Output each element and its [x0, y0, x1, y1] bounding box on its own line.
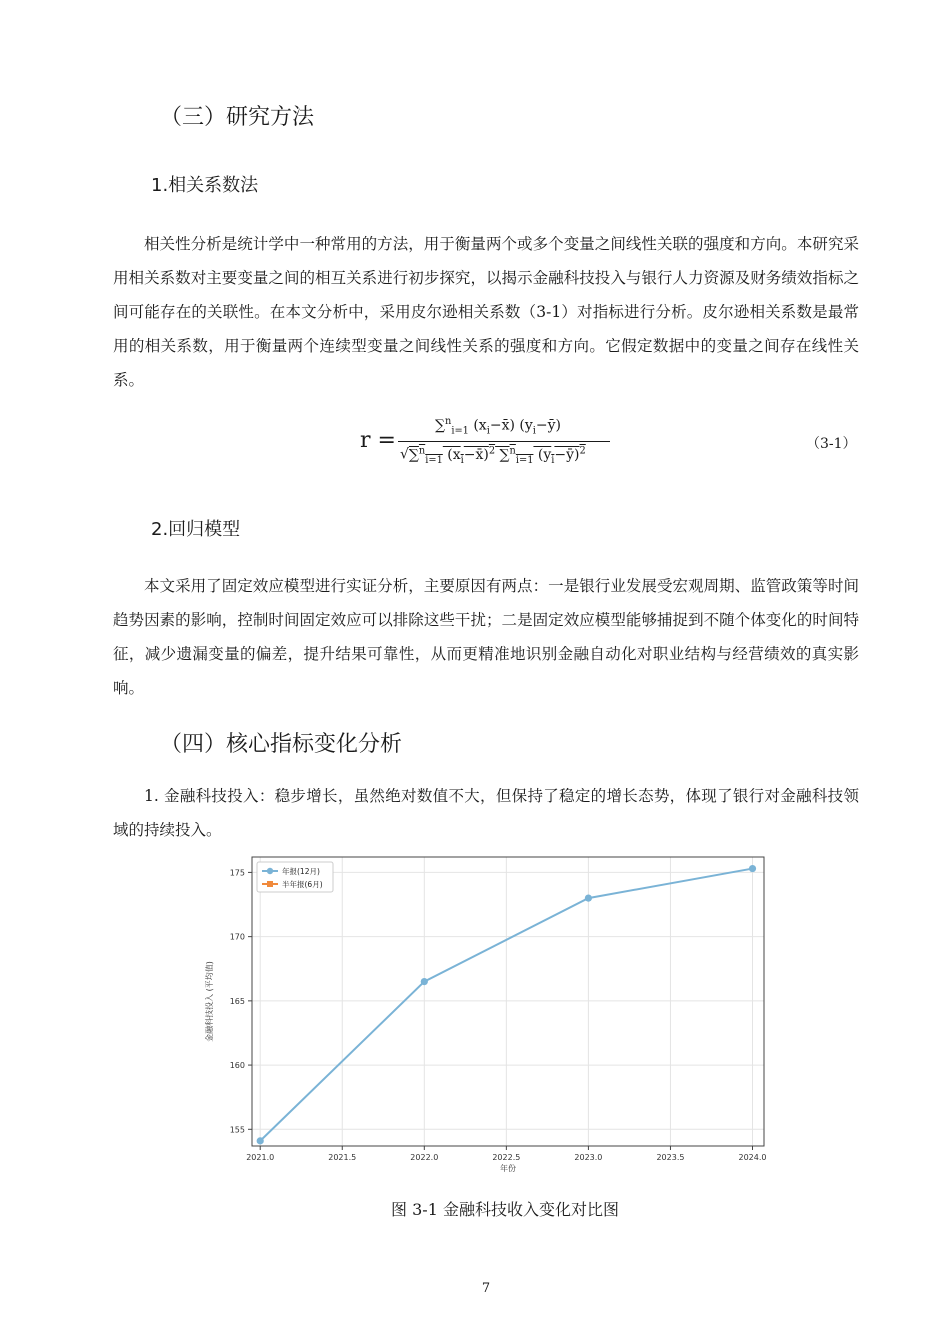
formula-denominator: √∑$^n_{i=1}$ $(x_i-x̄)^2$ ∑$^n_{i=1}$ $(y_i-ȳ)^2$: [400, 445, 586, 466]
paragraph-fintech: 1. 金融科技投入：稳步增长，虽然绝对数值不大，但保持了稳定的增长态势，体现了银行对金融科技领域的持续投入。: [113, 787, 859, 839]
figure-caption: 图 3-1 金融科技收入变化对比图: [391, 1200, 619, 1219]
data-point: [257, 1137, 264, 1144]
y-tick-label: 175: [229, 868, 245, 878]
x-tick-label: 2022.5: [492, 1153, 521, 1162]
subheading-correlation: 1.相关系数法: [151, 175, 259, 196]
y-tick-label: 160: [229, 1061, 245, 1071]
paragraph-correlation: 相关性分析是统计学中一种常用的方法，用于衡量两个或多个变量之间线性关联的强度和方向。本研究采用相关系数对主要变量之间的相互关系进行初步探究，以揭示金融科技投入与银行人力资源及财务绩效指标之间可能存在的关联性。在本文分析中，采用皮尔逊相关系数（3-1）对指标进行分析。皮尔逊相关系数是最常用的相关系数，用于衡量两个连续型变量之间线性关系的强度和方向。它假定数据中的变量之间存在线性关系。: [113, 235, 859, 389]
data-point: [421, 978, 428, 985]
plot-frame: [252, 857, 764, 1146]
x-tick-label: 2021.5: [328, 1153, 357, 1162]
legend-label: 年报(12月): [282, 867, 320, 876]
fintech-line-chart: [188, 848, 784, 1178]
y-axis-label: 金融科技投入 (平均值): [205, 961, 214, 1042]
data-point: [585, 895, 592, 902]
data-point: [749, 865, 756, 872]
y-tick-label: 170: [229, 932, 245, 942]
x-axis-label: 年份: [500, 1164, 516, 1173]
x-tick-label: 2021.0: [246, 1153, 275, 1162]
fraction-bar: [398, 441, 610, 442]
pearson-formula: [360, 414, 620, 480]
x-tick-label: 2022.0: [410, 1153, 439, 1162]
paragraph-regression: 本文采用了固定效应模型进行实证分析，主要原因有两点：一是银行业发展受宏观周期、监管政策等时间趋势因素的影响，控制时间固定效应可以排除这些干扰；二是固定效应模型能够捕捉到不随个体变化的时间特征，减少遗漏变量的偏差，提升结果可靠性，从而更精准地识别金融自动化对职业结构与经营绩效的真实影响。: [113, 577, 859, 697]
legend-marker-square: [267, 881, 273, 887]
formula-number: （3-1）: [806, 436, 857, 452]
x-tick-label: 2024.0: [738, 1153, 767, 1162]
subheading-regression: 2.回归模型: [151, 519, 241, 540]
y-tick-label: 155: [229, 1125, 245, 1135]
legend-marker-circle: [267, 868, 273, 874]
formula-r: r =: [360, 428, 396, 453]
section-heading-indicators: （四）核心指标变化分析: [160, 732, 403, 757]
formula-numerator: ∑$^n_{i=1}$ $(x_i-x̄)$ $(y_i-ȳ)$: [435, 416, 562, 437]
section-heading-methods: （三）研究方法: [160, 105, 315, 130]
page-number: 7: [481, 1281, 491, 1296]
x-tick-label: 2023.0: [574, 1153, 603, 1162]
legend-label: 半年报(6月): [282, 880, 323, 889]
y-tick-label: 165: [229, 996, 245, 1006]
x-tick-label: 2023.5: [656, 1153, 685, 1162]
